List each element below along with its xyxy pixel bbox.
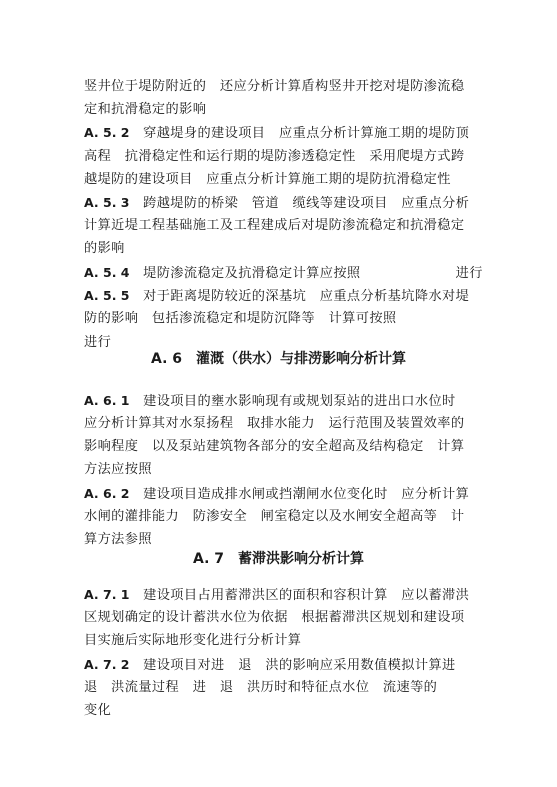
text-line: [84, 531, 152, 549]
clause-gap: [130, 588, 144, 603]
text-line: [84, 310, 397, 328]
section-heading: A. 7 蓄滞洪影响分析计算: [192, 551, 365, 567]
text-line: [84, 240, 125, 258]
text-line: [84, 392, 456, 411]
line-text: 退 洪流量过程 进 退 洪历时和特征点水位 流速等的: [84, 680, 438, 695]
clause-gap: [130, 394, 144, 409]
text-line: [84, 656, 456, 675]
clause-gap: [130, 196, 144, 211]
section-heading: A. 6 灌溉（供水）与排涝影响分析计算: [150, 351, 407, 367]
text-line: [84, 287, 469, 306]
line-text: 高程 抗滑稳定性和运行期的堤防渗透稳定性 采用爬堤方式跨: [84, 149, 465, 164]
clause-number: A. 7. 1: [84, 587, 130, 602]
clause-number: A. 6. 2: [84, 486, 130, 501]
text-line: [84, 508, 464, 526]
line-text: 计算近堤工程基础施工及工程建成后对堤防渗流稳定和抗滑稳定: [84, 218, 465, 233]
text-line: [84, 702, 111, 720]
text-line: [84, 124, 469, 143]
clause-number: A. 6. 1: [84, 393, 130, 408]
line-text: 越堤防的建设项目 应重点分析计算施工期的堤防抗滑稳定性: [84, 172, 451, 187]
line-text: 建设项目的壅水影响现有或规划泵站的进出口水位时: [143, 394, 456, 409]
line-text: 的影响: [84, 241, 125, 256]
clause-gap: [130, 487, 144, 502]
text-line: [84, 415, 464, 433]
text-line: [84, 148, 464, 166]
text-line: [84, 171, 451, 189]
text-line: [84, 485, 469, 504]
text-line: [84, 679, 437, 697]
text-line: [84, 264, 483, 283]
line-text: 建设项目造成排水闸或挡潮闸水位变化时 应分析计算: [143, 487, 470, 502]
line-text: 定和抗滑稳定的影响: [84, 102, 207, 117]
line-text: 防的影响 包括渗流稳定和堤防沉降等 计算可按照: [84, 311, 397, 326]
line-text: 算方法参照: [84, 532, 152, 547]
text-line: [84, 586, 469, 605]
line-text: 竖井位于堤防附近的 还应分析计算盾构竖井开挖对堤防渗流稳: [84, 79, 465, 94]
line-text: 变化: [84, 703, 112, 718]
clause-number: A. 5. 2: [84, 125, 130, 140]
line-text: 进行: [84, 335, 112, 350]
line-text: 跨越堤防的桥梁 管道 缆线等建设项目 应重点分析: [143, 196, 470, 211]
line-text: 水闸的灌排能力 防渗安全 闸室稳定以及水闸安全超高等 计: [84, 509, 465, 524]
text-line: [84, 217, 464, 235]
text-line: [84, 438, 464, 456]
clause-number: A. 5. 3: [84, 195, 130, 210]
clause-gap: [130, 266, 144, 281]
clause-gap: [130, 658, 144, 673]
line-text: 应分析计算其对水泵扬程 取排水能力 运行范围及装置效率的: [84, 416, 465, 431]
text-line: [84, 632, 301, 650]
line-text: 建设项目占用蓄滞洪区的面积和容积计算 应以蓄滞洪: [143, 588, 470, 603]
clause-gap: [130, 126, 144, 141]
line-text: 方法应按照: [84, 462, 152, 477]
clause-gap: [130, 289, 144, 304]
text-line: [84, 194, 469, 213]
line-text: 堤防渗流稳定及抗滑稳定计算应按照 进行: [143, 266, 483, 281]
line-text: 区规划确定的设计蓄洪水位为依据 根据蓄滞洪区规划和建设项: [84, 610, 465, 625]
line-text: 穿越堤身的建设项目 应重点分析计算施工期的堤防顶: [143, 126, 470, 141]
clause-number: A. 5. 4: [84, 265, 130, 280]
line-text: 影响程度 以及泵站建筑物各部分的安全超高及结构稳定 计算: [84, 439, 465, 454]
clause-number: A. 5. 5: [84, 288, 130, 303]
text-line: [84, 609, 464, 627]
text-line: [84, 78, 464, 96]
line-text: 建设项目对进 退 洪的影响应采用数值模拟计算进: [143, 658, 456, 673]
text-line: [84, 461, 152, 479]
line-text: 对于距离堤防较近的深基坑 应重点分析基坑降水对堤: [143, 289, 470, 304]
line-text: 目实施后实际地形变化进行分析计算: [84, 633, 302, 648]
clause-number: A. 7. 2: [84, 657, 130, 672]
text-line: [84, 101, 206, 119]
